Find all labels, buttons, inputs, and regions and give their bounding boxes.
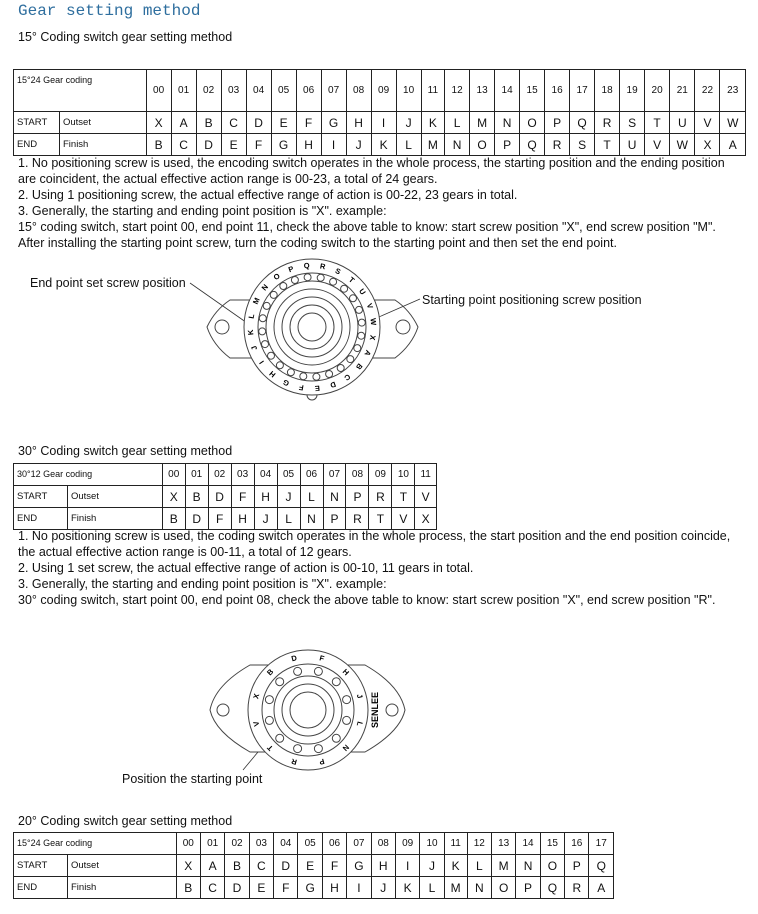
start-cell: G [347,855,371,877]
end-cell: I [347,877,371,899]
dial-letter: Q [303,260,310,271]
screw-hole [337,365,344,372]
end-cell: L [277,508,300,530]
brand-mark: SENLEE [370,691,380,729]
gear-header: 06 [300,464,323,486]
screw-hole [276,362,283,369]
start-cell: J [396,112,421,134]
dial-letter: S [333,266,343,277]
gear-table-20 [13,832,614,899]
start-cell: B [196,112,221,134]
start-cell: E [298,855,322,877]
start-cell: L [467,855,491,877]
end-cell: N [467,877,491,899]
dial-letter: N [340,742,351,753]
dial-letter: J [354,692,365,700]
gear-table-15 [13,69,746,156]
end-cell: J [371,877,395,899]
screw-hole [280,283,287,290]
gear-header: 13 [491,833,515,855]
end-label: END [14,134,60,156]
gear-header: 09 [369,464,392,486]
gear-header: 11 [444,833,467,855]
leader-line [243,752,258,770]
dial-outer-ring [248,650,368,770]
dial-letter: X [367,334,378,341]
mount-hole [217,704,229,716]
end-cell: K [395,877,419,899]
gear-header: 07 [323,464,346,486]
outset-label: Outset [60,112,147,134]
start-cell: M [491,855,515,877]
gear-header: 08 [371,833,395,855]
start-cell: J [277,486,300,508]
start-cell: N [516,855,540,877]
dial-letter: U [357,286,368,297]
end-cell: G [271,134,296,156]
dial-letter: E [314,383,321,394]
gear-header: 04 [274,833,298,855]
gear-header: 15 [540,833,564,855]
end-cell: T [595,134,620,156]
gear-header: 15 [520,70,545,112]
start-cell: L [300,486,323,508]
end-cell: X [415,508,437,530]
gear-header: 10 [392,464,415,486]
screw-hole [314,667,322,675]
end-cell: M [444,877,467,899]
screw-hole [263,302,270,309]
note: 15° coding switch, start point 00, end point 11, check the above table to know: start screw position "X", end screw position "M". After installing the starting point screw, turn the coding switch to the starting point and then set the end point. [18,220,716,250]
end-cell: F [274,877,298,899]
gear-header: 04 [254,464,277,486]
gear-header: 02 [225,833,249,855]
start-cell: H [371,855,395,877]
start-cell: C [221,112,246,134]
gear-header: 03 [249,833,273,855]
gear-header: 13 [470,70,495,112]
end-cell: V [392,508,415,530]
mount-hole [396,320,410,334]
end-cell: U [620,134,645,156]
start-cell: U [670,112,695,134]
screw-hole [270,291,277,298]
outset-label: Outset [68,486,163,508]
dial-letter: V [251,720,262,728]
gear-header: 01 [185,464,208,486]
end-cell: B [146,134,171,156]
start-cell: F [322,855,346,877]
start-cell: D [274,855,298,877]
end-cell: P [516,877,540,899]
end-cell: M [421,134,444,156]
gear-header: 06 [322,833,346,855]
end-cell: T [369,508,392,530]
dial-letter: K [245,329,256,336]
dial-letter: D [290,653,298,664]
gear-header: 01 [171,70,196,112]
end-cell: C [171,134,196,156]
end-cell: K [371,134,396,156]
dial-outer-ring [244,259,380,395]
end-cell: F [246,134,271,156]
start-cell: O [540,855,564,877]
start-cell: L [445,112,470,134]
start-cell: X [162,486,185,508]
dial-letter: D [328,379,338,390]
gear-header: 17 [570,70,595,112]
start-cell: X [176,855,200,877]
end-cell: R [565,877,589,899]
gear-header: 17 [589,833,614,855]
screw-hole [276,678,284,686]
gear-header: 08 [346,464,369,486]
end-cell: X [695,134,720,156]
notes-30 [18,528,738,608]
dial-letter: N [259,282,271,293]
gear-header: 19 [620,70,645,112]
gear-header: 02 [208,464,231,486]
outset-label: Outset [68,855,177,877]
dial-letter: C [342,372,353,383]
start-cell: Q [570,112,595,134]
finish-label: Finish [60,134,147,156]
finish-label: Finish [68,877,177,899]
gear-header: 08 [346,70,371,112]
end-cell: P [495,134,520,156]
section-30-heading: 30° Coding switch gear setting method [18,444,233,458]
note: 1. No positioning screw is used, the encoding switch operates in the whole process, the starting position and the ending position are coincident, the actual effective action range is 00-23, a total of 24 gears. [18,156,725,186]
gear-header: 14 [516,833,540,855]
end-cell: D [196,134,221,156]
note: 2. Using 1 positioning screw, the actual effective range of action is 00-22, 23 gears in total. [18,188,518,202]
mount-hole [215,320,229,334]
start-cell: P [346,486,369,508]
end-cell: L [396,134,421,156]
screw-hole [265,716,273,724]
screw-hole [341,285,348,292]
end-cell: P [323,508,346,530]
gear-header: 12 [445,70,470,112]
dial-letter: B [353,361,365,372]
start-cell: E [271,112,296,134]
end-cell: E [249,877,273,899]
screw-hole [343,696,351,704]
end-cell: N [445,134,470,156]
gear-header: 16 [545,70,570,112]
screw-hole [294,667,302,675]
gear-header: 18 [595,70,620,112]
start-cell: F [296,112,321,134]
screw-hole [287,369,294,376]
dial-letter: M [250,296,262,306]
start-cell: M [470,112,495,134]
start-cell: W [720,112,746,134]
gear-header: 05 [277,464,300,486]
start-cell: K [421,112,444,134]
start-cell: T [645,112,670,134]
dial-letter: O [271,271,282,282]
gear-header: 10 [420,833,444,855]
dial-letter: H [267,368,278,380]
gear-header: 03 [231,464,254,486]
end-cell: O [470,134,495,156]
screw-hole [326,371,333,378]
end-cell: Q [540,877,564,899]
switch-15-diagram [0,255,758,435]
start-cell: T [392,486,415,508]
screw-hole [358,319,365,326]
end-cell: J [254,508,277,530]
screw-hole [314,745,322,753]
screw-hole [300,373,307,380]
end-cell: N [300,508,323,530]
start-cell: I [371,112,396,134]
dial-letter: J [249,344,260,352]
end-label: END [14,877,68,899]
start-label: START [14,112,60,134]
note: 1. No positioning screw is used, the coding switch operates in the whole process, the start position and the end position coincide, the actual effective action range is 00-11, a total of 12 gears. [18,529,731,559]
start-cell: G [321,112,346,134]
gear-header: 09 [371,70,396,112]
start-cell: X [146,112,171,134]
screw-hole [332,734,340,742]
gear-header: 00 [162,464,185,486]
end-cell: I [321,134,346,156]
dial-letter: V [364,302,375,310]
screw-hole [304,274,311,281]
gear-header: 02 [196,70,221,112]
gear-header: 11 [415,464,437,486]
start-cell: Q [589,855,614,877]
end-cell: R [545,134,570,156]
start-cell: D [246,112,271,134]
start-cell: N [323,486,346,508]
start-cell: O [520,112,545,134]
screw-hole [347,356,354,363]
gear-table-30 [13,463,437,530]
gear-header: 10 [396,70,421,112]
end-cell: D [225,877,249,899]
end-cell: W [670,134,695,156]
start-cell: A [200,855,224,877]
screw-hole [265,696,273,704]
start-cell: K [444,855,467,877]
screw-hole [330,278,337,285]
mount-hole [386,704,398,716]
dial-letter: F [318,653,326,664]
dial-letter: R [319,261,327,272]
end-cell: J [346,134,371,156]
end-cell: V [645,134,670,156]
end-cell: S [570,134,595,156]
gear-header: 06 [296,70,321,112]
end-screw-caption: End point set screw position [30,276,186,290]
start-cell: B [225,855,249,877]
gear-header: 01 [200,833,224,855]
end-cell: B [176,877,200,899]
end-cell: H [231,508,254,530]
dial-letter: P [287,264,295,275]
start-cell: C [249,855,273,877]
table-header-label: 15°24 Gear coding [14,833,177,855]
table-header-label: 30°12 Gear coding [14,464,163,486]
end-label: END [14,508,68,530]
start-cell: H [346,112,371,134]
switch-30-diagram [0,640,758,790]
screw-hole [291,277,298,284]
screw-hole [332,678,340,686]
end-cell: B [162,508,185,530]
start-cell: D [208,486,231,508]
screw-hole [262,341,269,348]
gear-header: 05 [271,70,296,112]
start-cell: R [595,112,620,134]
gear-header: 16 [565,833,589,855]
start-cell: P [545,112,570,134]
gear-header: 20 [645,70,670,112]
gear-header: 21 [670,70,695,112]
table-header-label: 15°24 Gear coding [14,70,147,112]
leader-line [190,283,250,325]
end-cell: A [720,134,746,156]
dial-letter: I [257,358,266,366]
note: 2. Using 1 set screw, the actual effective range of action is 00-10, 11 gears in total. [18,561,474,575]
start-screw-caption: Starting point positioning screw position [422,293,642,307]
dial-letter: P [318,756,326,767]
gear-header: 07 [347,833,371,855]
gear-header: 22 [695,70,720,112]
start-label: START [14,486,68,508]
start-cell: V [695,112,720,134]
end-cell: G [298,877,322,899]
notes-15 [18,155,738,251]
gear-header: 09 [395,833,419,855]
end-cell: E [221,134,246,156]
end-cell: C [200,877,224,899]
gear-header: 12 [467,833,491,855]
gear-header: 04 [246,70,271,112]
start-cell: V [415,486,437,508]
end-cell: A [589,877,614,899]
gear-header: 00 [176,833,200,855]
start-cell: P [565,855,589,877]
dial-letter: T [265,743,275,753]
gear-header: 14 [495,70,520,112]
section-20-heading: 20° Coding switch gear setting method [18,814,233,828]
dial-letter: G [281,377,291,389]
dial-letter: X [251,692,262,700]
dial-letter: L [354,720,365,728]
screw-hole [313,373,320,380]
start-point-caption: Position the starting point [122,772,263,786]
dial-letter: F [298,382,305,393]
gear-header: 23 [720,70,746,112]
end-cell: R [346,508,369,530]
start-cell: B [185,486,208,508]
gear-header: 00 [146,70,171,112]
end-cell: L [420,877,444,899]
dial-letter: L [246,313,257,320]
screw-hole [317,274,324,281]
screw-hole [259,328,266,335]
start-cell: R [369,486,392,508]
end-cell: O [491,877,515,899]
end-cell: Q [520,134,545,156]
gear-header: 05 [298,833,322,855]
start-cell: F [231,486,254,508]
section-15-heading: 15° Coding switch gear setting method [18,30,233,44]
start-label: START [14,855,68,877]
screw-hole [276,734,284,742]
end-cell: F [208,508,231,530]
gear-header: 07 [321,70,346,112]
start-cell: N [495,112,520,134]
dial-letter: H [340,667,351,678]
page-title: Gear setting method [18,2,201,20]
screw-hole [356,306,363,313]
screw-hole [354,345,361,352]
dial-letter: B [265,667,276,678]
finish-label: Finish [68,508,163,530]
screw-hole [294,745,302,753]
start-cell: I [395,855,419,877]
end-cell: D [185,508,208,530]
note: 30° coding switch, start point 00, end point 08, check the above table to know: start screw position "X", end screw position "R". [18,593,716,607]
gear-header: 03 [221,70,246,112]
screw-hole [259,315,266,322]
dial-letter: R [290,756,298,767]
end-cell: H [296,134,321,156]
note: 3. Generally, the starting and ending point position is "X". example: [18,204,387,218]
gear-header: 11 [421,70,444,112]
note: 3. Generally, the starting and ending point position is "X". example: [18,577,387,591]
start-cell: J [420,855,444,877]
screw-hole [358,332,365,339]
screw-hole [268,352,275,359]
dial-letter: W [368,317,379,326]
start-cell: A [171,112,196,134]
start-cell: S [620,112,645,134]
screw-hole [343,716,351,724]
start-cell: H [254,486,277,508]
dial-letter: A [362,348,373,358]
dial-letter: T [346,274,357,285]
end-cell: H [322,877,346,899]
screw-hole [350,295,357,302]
